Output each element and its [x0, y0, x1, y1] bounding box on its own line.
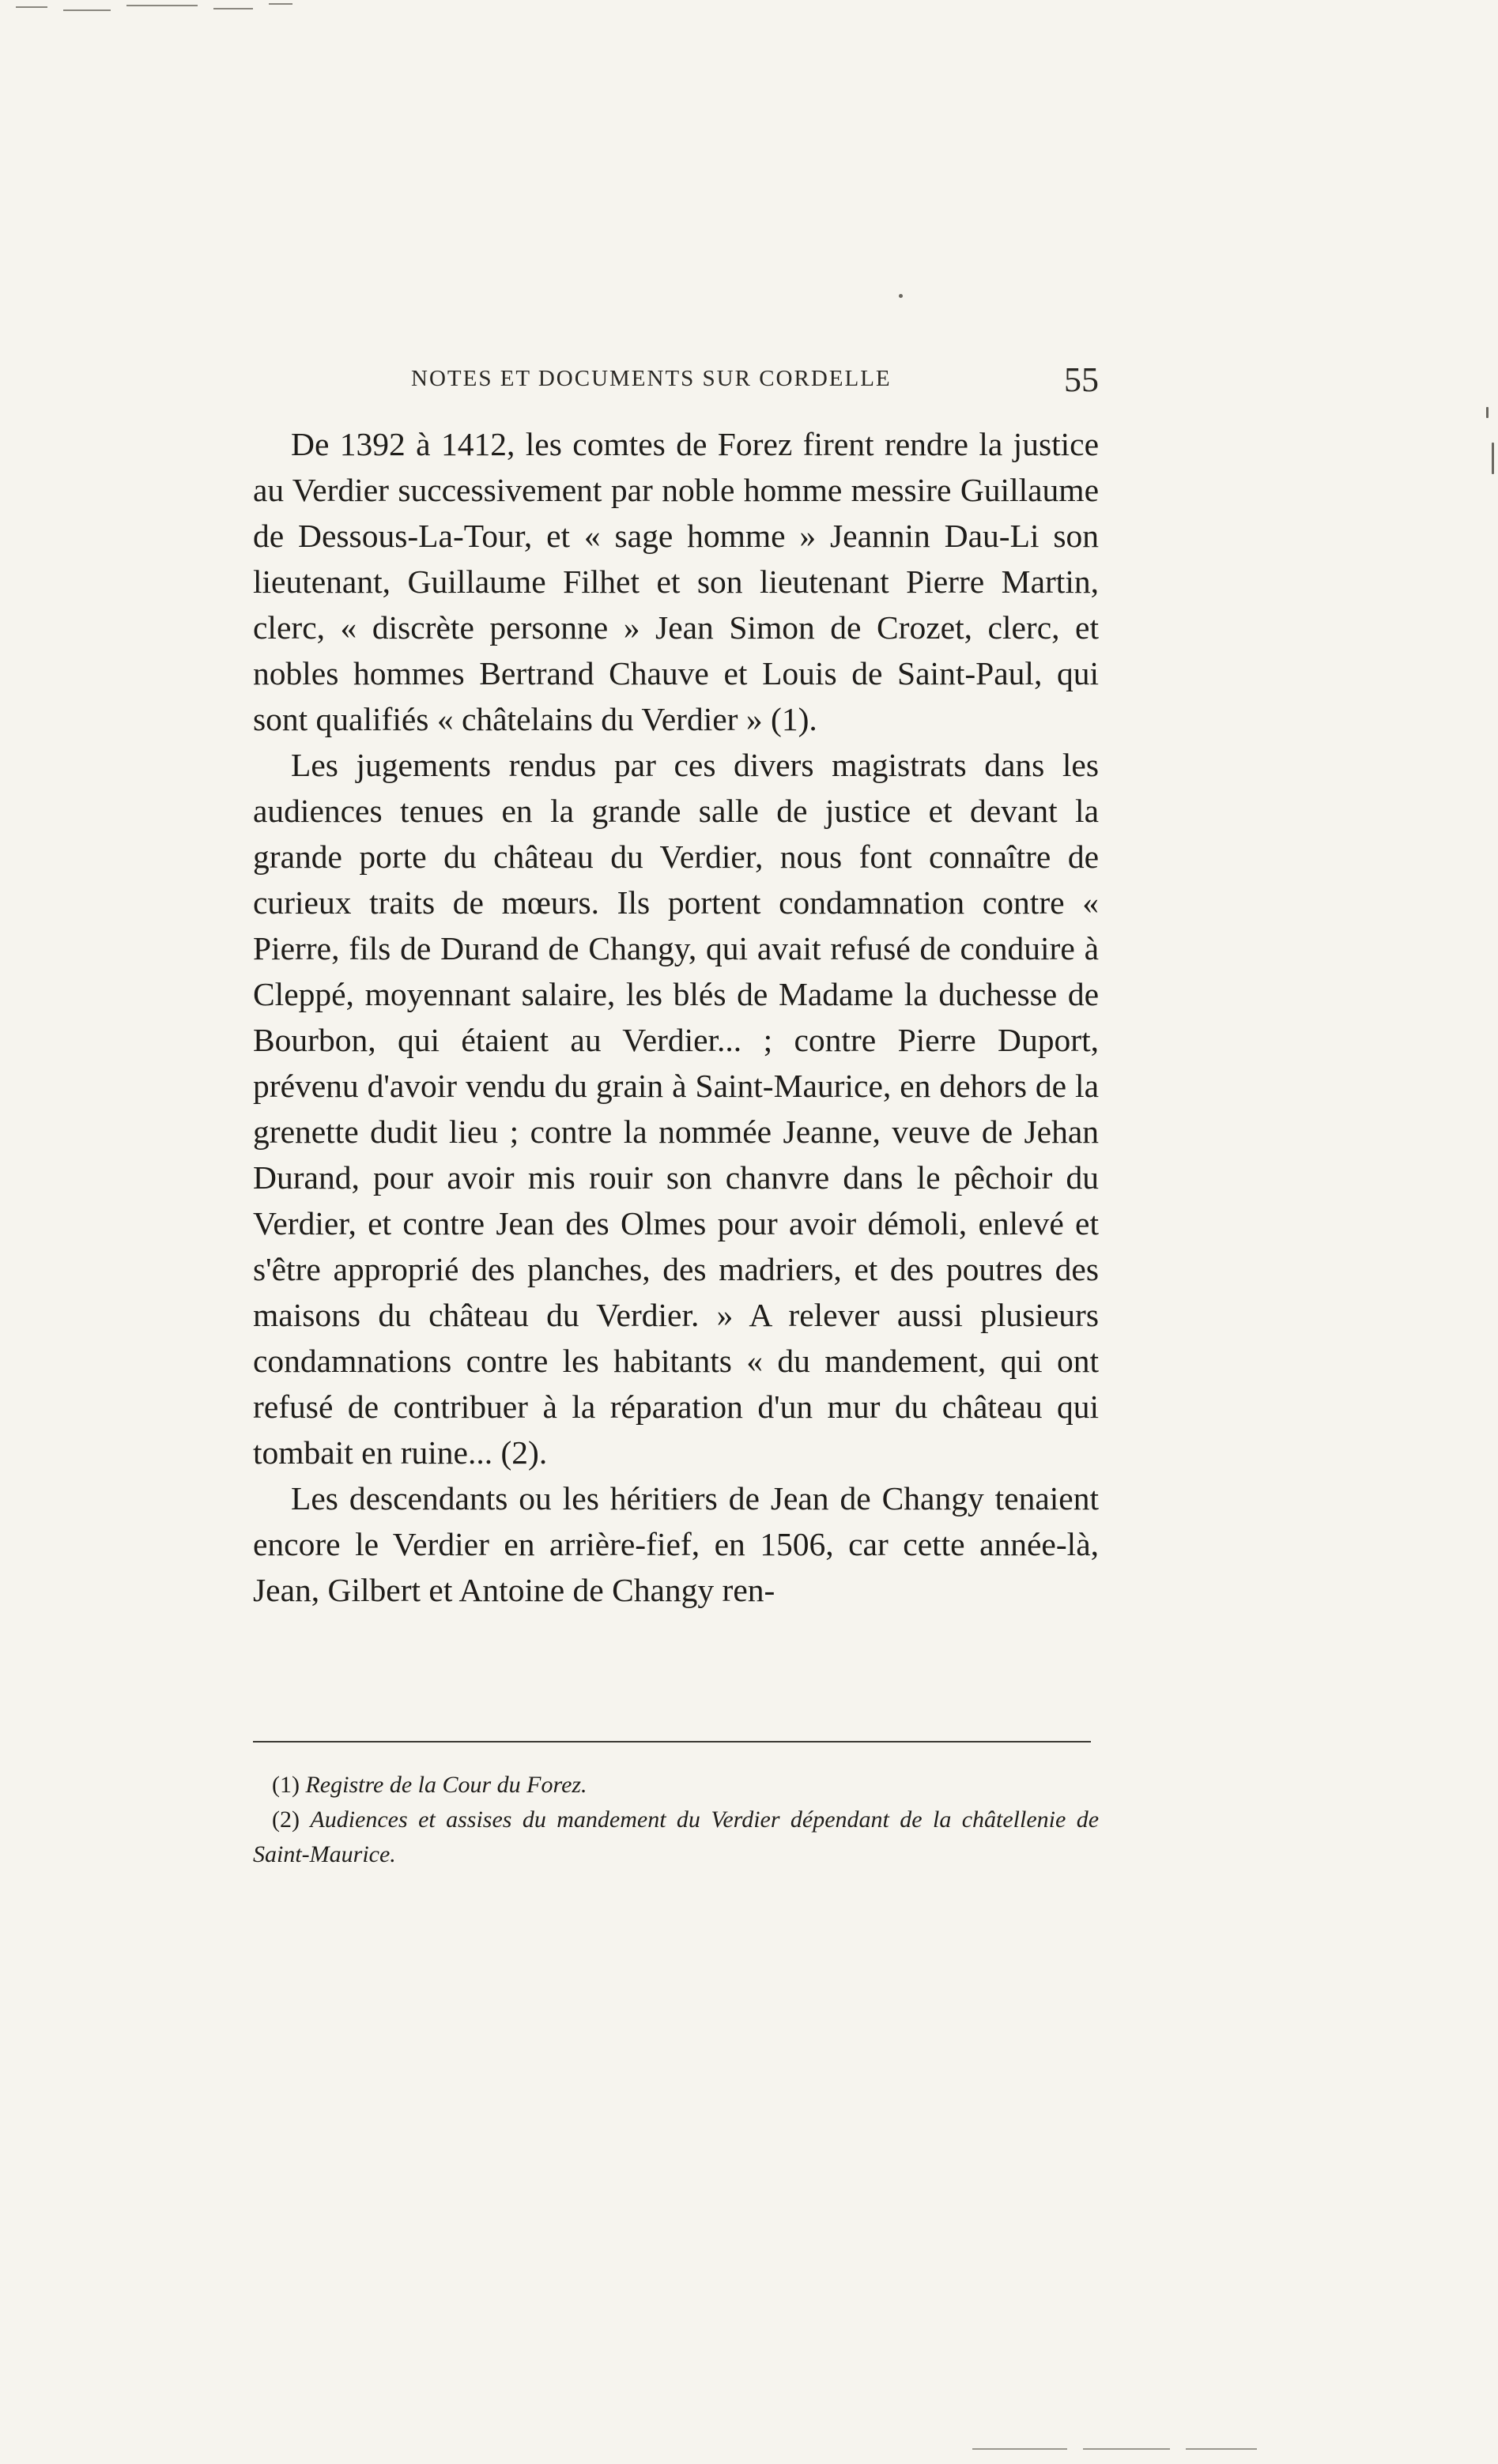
- paragraph: Les jugements rendus par ces divers magistrats dans les audiences tenues en la grande salle de justice et devant la grande porte du château du Verdier, nous font connaître de curieux traits de mœurs. Ils portent condamnation contre « Pierre, fils de Durand de Changy, qui avait refusé de conduire à Cleppé, moyennant salaire, les blés de Madame la duchesse de Bourbon, qui étaient au Verdier... ; contre Pierre Duport, prévenu d'avoir vendu du grain à Saint-Maurice, en dehors de la grenette dudit lieu ; contre la nommée Jeanne, veuve de Jehan Durand, pour avoir mis rouir son chanvre dans le pêchoir du Verdier, et contre Jean des Olmes pour avoir démoli, enlevé et s'être approprié des planches, des madriers, et des poutres des maisons du château du Verdier. » A relever aussi plusieurs condamnations contre les habitants « du mandement, qui ont refusé de contribuer à la réparation d'un mur du château qui tombait en ruine... (2).: [253, 747, 1099, 1471]
- footnotes: [253, 1768, 1099, 1872]
- footnote-text: Audiences et assises du mandement du Verdier dépendant de la châtellenie de Saint-Maurice.: [253, 1807, 1100, 1867]
- footnote: [253, 1803, 1099, 1872]
- scan-edge-marks: [0, 0, 332, 32]
- footnote-number: (1): [272, 1772, 300, 1798]
- scan-speck: [1486, 407, 1489, 418]
- footnote-rule: [253, 1741, 1091, 1743]
- body-text: [253, 421, 1099, 1613]
- scan-speck: [1492, 443, 1494, 474]
- scan-speck: [899, 294, 903, 298]
- footnote-number: (2): [272, 1807, 300, 1833]
- footnote-text: Registre de la Cour du Forez.: [305, 1772, 587, 1798]
- running-head: [253, 360, 1099, 407]
- footnote: [253, 1768, 1099, 1803]
- running-title: NOTES ET DOCUMENTS SUR CORDELLE: [411, 366, 892, 391]
- paragraph: De 1392 à 1412, les comtes de Forez firent rendre la justice au Verdier successivement par noble homme messire Guillaume de Dessous-La-Tour, et « sage homme » Jeannin Dau-Li son lieutenant, Guillaume Filhet et son lieutenant Pierre Martin, clerc, « discrète personne » Jean Simon de Crozet, clerc, et nobles hommes Bertrand Chauve et Louis de Saint-Paul, qui sont qualifiés « châtelains du Verdier » (1).: [253, 426, 1099, 737]
- paragraph: Les descendants ou les héritiers de Jean de Changy tenaient encore le Verdier en arrière-fief, en 1506, car cette année-là, Jean, Gilbert et Antoine de Changy ren-: [253, 1480, 1099, 1608]
- page-number: 55: [1064, 360, 1099, 399]
